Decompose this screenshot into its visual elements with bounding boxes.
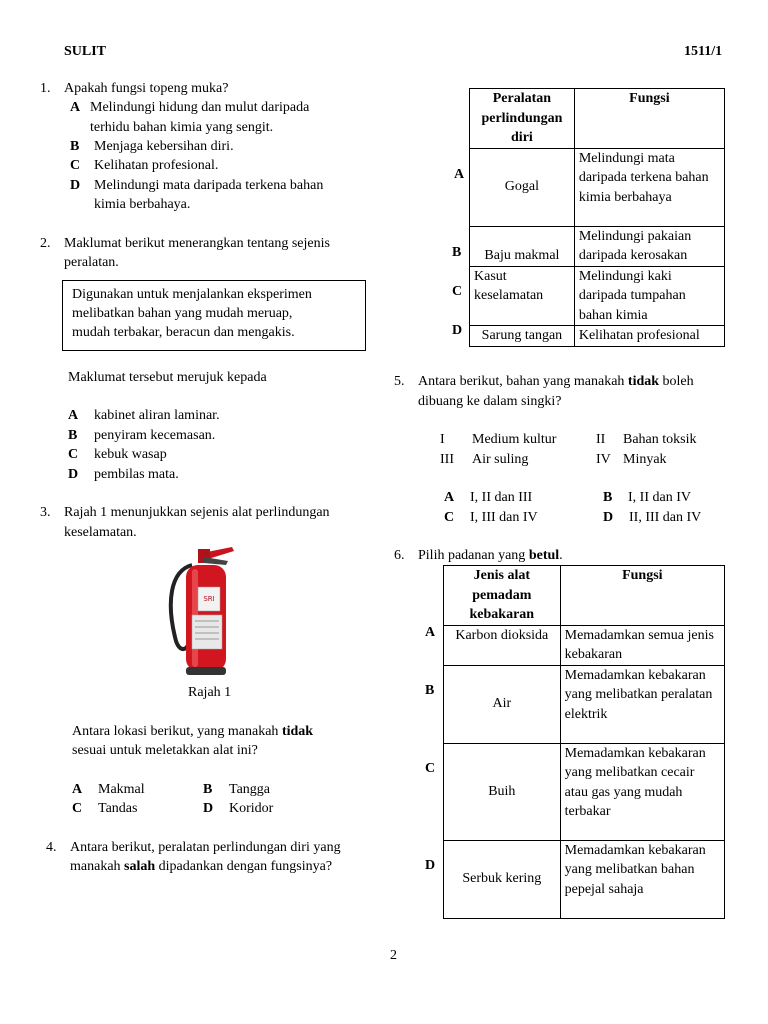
q4-cell-item: Sarung tangan — [470, 326, 575, 347]
q5-item-roman: I — [440, 432, 445, 447]
q2-option-text: kebuk wasap — [94, 447, 167, 462]
q3-option-letter: D — [203, 801, 214, 816]
q6-row-letter: A — [425, 625, 436, 640]
q4-cell-func: Melindungi kaki daripada tumpahan bahan kimia — [574, 266, 724, 326]
q5-option-letter: B — [603, 490, 613, 505]
q5-item-text: Minyak — [623, 452, 667, 467]
q1-question: Apakah fungsi topeng muka? — [64, 81, 229, 96]
q1-option-text: kimia berbahaya. — [94, 197, 191, 212]
q4-header-func: Fungsi — [574, 89, 724, 149]
q4-cell-item: Gogal — [470, 148, 575, 226]
q4-row-letter: C — [452, 284, 463, 299]
extinguisher-label-text: SRI — [203, 595, 215, 603]
q2-option-letter: B — [68, 428, 78, 443]
q3-option-letter: A — [72, 782, 83, 797]
q6-row-letter: B — [425, 683, 435, 698]
q1-option-text: Menjaga kebersihan diri. — [94, 139, 234, 154]
q6-row-letter: D — [425, 858, 436, 873]
q3-option-letter: C — [72, 801, 83, 816]
q6-header-func: Fungsi — [560, 566, 724, 626]
q1-option-text: Kelihatan profesional. — [94, 158, 219, 173]
q5-item-roman: III — [440, 452, 454, 467]
q1-option-letter: B — [70, 139, 80, 154]
q3-option-text: Koridor — [229, 801, 274, 816]
q5-line1: Antara berikut, bahan yang manakah tidak boleh — [418, 374, 694, 389]
q1-option-text: Melindungi mata daripada terkena bahan — [94, 178, 324, 193]
q5-item-text: Bahan toksik — [623, 432, 697, 447]
q4-line1: Antara berikut, peralatan perlindungan diri yang — [70, 840, 341, 855]
q6-cell-func: Memadamkan kebakaran yang melibatkan peralatan elektrik — [560, 665, 724, 743]
q6-cell-func: Memadamkan kebakaran yang melibatkan cecair atau gas yang mudah terbakar — [560, 743, 724, 840]
q2-option-text: penyiram kecemasan. — [94, 428, 216, 443]
q2-stem: Maklumat tersebut merujuk kepada — [68, 370, 267, 385]
q2-option-text: kabinet aliran laminar. — [94, 408, 220, 423]
q4-cell-func: Melindungi mata daripada terkena bahan kimia berbahaya — [574, 148, 724, 226]
q4-cell-item: Kasut keselamatan — [470, 266, 575, 326]
q4-cell-item: Baju makmal — [470, 226, 575, 266]
q1-option-letter: D — [70, 178, 81, 193]
q5-item-roman: IV — [596, 452, 611, 467]
q2-line: Maklumat berikut menerangkan tentang sejenis — [64, 236, 330, 251]
q2-box-line: melibatkan bahan yang mudah meruap, — [72, 306, 293, 321]
q6-cell-item: Karbon dioksida — [444, 625, 561, 665]
q4-cell-func: Melindungi pakaian daripada kerosakan — [574, 226, 724, 266]
q3-caption: Rajah 1 — [188, 685, 232, 700]
q6-cell-item: Serbuk kering — [444, 840, 561, 918]
q2-option-letter: C — [68, 447, 79, 462]
q3-stem-line1: Antara lokasi berikut, yang manakah tidak — [72, 724, 314, 739]
q6-cell-item: Buih — [444, 743, 561, 840]
q5-line2: dibuang ke dalam singki? — [418, 394, 562, 409]
q5-option-text: I, II dan IV — [628, 490, 691, 505]
q6-cell-func: Memadamkan kebakaran yang melibatkan bahan pepejal sahaja — [560, 840, 724, 918]
q2-box-line: Digunakan untuk menjalankan eksperimen — [72, 287, 312, 302]
page-number: 2 — [390, 948, 397, 963]
q4-line2: manakah salah dipadankan dengan fungsinya? — [70, 859, 333, 874]
q5-item-text: Medium kultur — [472, 432, 557, 447]
q2-box-line: mudah terbakar, beracun dan mengakis. — [72, 325, 295, 340]
q5-item-roman: II — [596, 432, 606, 447]
q2-line: peralatan. — [64, 255, 119, 270]
q3-number: 3. — [40, 505, 51, 520]
q4-row-letter: D — [452, 323, 463, 338]
header-left: SULIT — [64, 44, 107, 59]
q4-header-item: Peralatan perlindungan diri — [470, 89, 575, 149]
q3-option-letter: B — [203, 782, 213, 797]
q5-option-text: I, III dan IV — [470, 510, 538, 525]
q3-option-text: Tangga — [229, 782, 271, 797]
q6-stem: Pilih padanan yang betul. — [418, 548, 563, 563]
q2-number: 2. — [40, 236, 51, 251]
q5-option-text: I, II dan III — [470, 490, 533, 505]
q3-line: keselamatan. — [64, 525, 137, 540]
q2-option-text: pembilas mata. — [94, 467, 179, 482]
q3-option-text: Makmal — [98, 782, 145, 797]
q1-option-letter: C — [70, 158, 81, 173]
q2-option-letter: A — [68, 408, 79, 423]
q1-number: 1. — [40, 81, 51, 96]
q2-option-letter: D — [68, 467, 79, 482]
header-right: 1511/1 — [684, 44, 723, 59]
q4-number: 4. — [46, 840, 57, 855]
q3-option-text: Tandas — [98, 801, 138, 816]
q5-option-letter: C — [444, 510, 455, 525]
fire-extinguisher-image — [162, 543, 248, 679]
q6-cell-func: Memadamkan semua jenis kebakaran — [560, 625, 724, 665]
q1-option-text: Melindungi hidung dan mulut daripada — [90, 100, 310, 115]
q6-number: 6. — [394, 548, 405, 563]
q5-item-text: Air suling — [472, 452, 529, 467]
q5-number: 5. — [394, 374, 405, 389]
q5-option-text: II, III dan IV — [629, 510, 702, 525]
q6-header-item: Jenis alat pemadam kebakaran — [444, 566, 561, 626]
q3-line: Rajah 1 menunjukkan sejenis alat perlindungan — [64, 505, 330, 520]
q3-stem-line2: sesuai untuk meletakkan alat ini? — [72, 743, 258, 758]
q1-option-letter: A — [70, 100, 81, 115]
q4-row-letter: B — [452, 245, 462, 260]
q1-option-text: terhidu bahan kimia yang sengit. — [90, 120, 274, 135]
q4-table — [469, 88, 725, 347]
q4-row-letter: A — [454, 167, 465, 182]
q4-cell-func: Kelihatan profesional — [574, 326, 724, 347]
q6-cell-item: Air — [444, 665, 561, 743]
q5-option-letter: A — [444, 490, 455, 505]
q5-option-letter: D — [603, 510, 614, 525]
q6-row-letter: C — [425, 761, 436, 776]
q2-info-box — [62, 280, 366, 351]
q6-table — [443, 565, 725, 919]
